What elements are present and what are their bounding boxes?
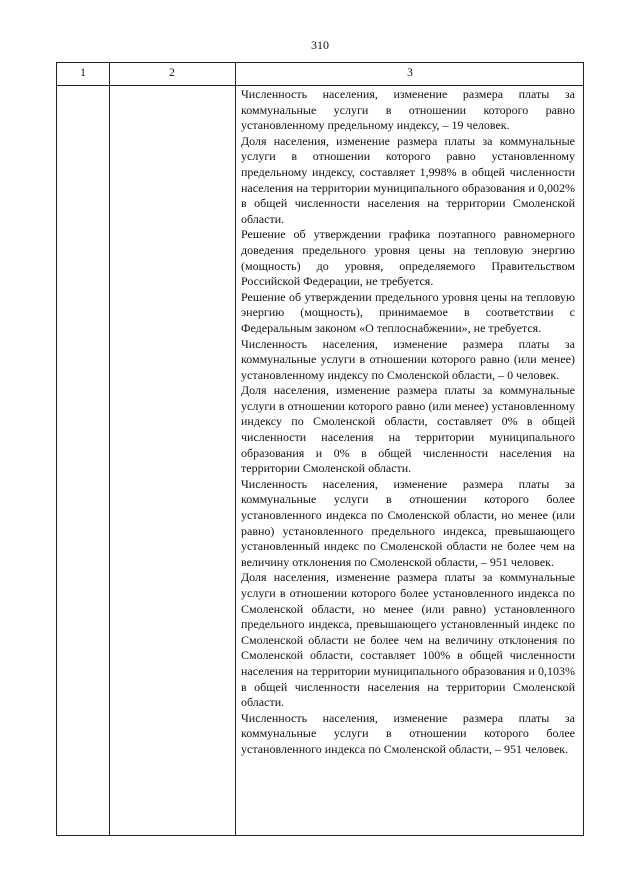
column-3-cell <box>241 87 575 758</box>
paragraph: Доля населения, изменение размера платы за коммунальные услуги в отношении которого равно (или менее) установленному индексу по Смоленской области, составляет 0% в общей численности населения на территории муниципального образования и 0% в общей численности населения на территории Смоленской области. <box>241 383 575 476</box>
column-header-3: 3 <box>407 67 413 79</box>
document-table <box>56 62 584 836</box>
paragraph: Доля населения, изменение размера платы за коммунальные услуги в отношении которого равно установленному предельному индексу, составляет 1,998% в общей численности населения на территории муниципального образования и 0,002% в общей численности населения на территории Смоленской области. <box>241 133 575 226</box>
paragraph: Решение об утверждении предельного уровня цены на тепловую энергию (мощность), принимаемое в соответствии с Федеральным законом «О теплоснабжении», не требуется. <box>241 289 575 335</box>
paragraph: Доля населения, изменение размера платы за коммунальные услуги в отношении которого более установленного индекса по Смоленской области, но менее (или равно) установленного предельного индекса, превышающего установленный индекс по Смоленской области не более чем на величину отклонения по Смоленской области, составляет 100% в общей численности населения на территории муниципального образования и 0,103% в общей численности населения на территории Смоленской области. <box>241 570 575 710</box>
paragraph: Численность населения, изменение размера платы за коммунальные услуги в отношении которого более установленного индекса по Смоленской области, – 951 человек. <box>241 710 575 756</box>
paragraph: Численность населения, изменение размера платы за коммунальные услуги в отношении которого равно (или менее) установленному индексу по Смоленской области, – 0 человек. <box>241 336 575 382</box>
paragraph: Численность населения, изменение размера платы за коммунальные услуги в отношении которого равно установленному предельному индексу, – 19 человек. <box>241 87 575 133</box>
page-number: 310 <box>311 38 329 52</box>
paragraph: Решение об утверждении графика поэтапного равномерного доведения предельного уровня цены на тепловую энергию (мощность) до уровня, определяемого Правительством Российской Федерации, не требуется. <box>241 227 575 289</box>
column-header-1: 1 <box>80 67 86 79</box>
column-divider-1 <box>109 63 110 835</box>
paragraph: Численность населения, изменение размера платы за коммунальные услуги в отношении которого более установленного индекса по Смоленской области, но менее (или равно) установленного предельного индекса, превышающего установленный индекс по Смоленской области не более чем на величину отклонения по Смоленской области, – 951 человек. <box>241 476 575 569</box>
table-header-row <box>57 63 583 86</box>
column-divider-2 <box>235 63 236 835</box>
column-header-2: 2 <box>169 67 175 79</box>
